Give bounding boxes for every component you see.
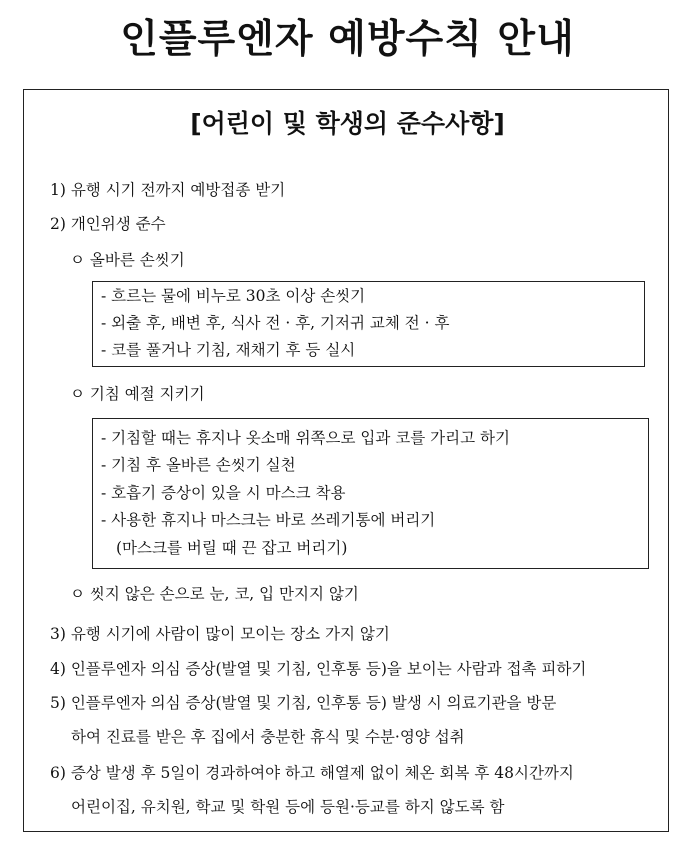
cough-line: (마스크를 버릴 때 끈 잡고 버리기) bbox=[116, 539, 348, 557]
cough-line: - 기침 후 올바른 손씻기 실천 bbox=[101, 456, 296, 474]
cough-line: - 호흡기 증상이 있을 시 마스크 착용 bbox=[101, 484, 346, 502]
sub-rule-cough: ㅇ 기침 예절 지키기 bbox=[70, 385, 205, 403]
handwash-box bbox=[92, 281, 645, 367]
cough-box bbox=[92, 418, 649, 569]
rule-3: 3) 유행 시기에 사람이 많이 모이는 장소 가지 않기 bbox=[50, 625, 390, 643]
sub-rule-handwash: ㅇ 올바른 손씻기 bbox=[70, 251, 185, 269]
rule-4: 4) 인플루엔자 의심 증상(발열 및 기침, 인후통 등)을 보이는 사람과 접촉 피하기 bbox=[50, 660, 587, 678]
handwash-line: - 코를 풀거나 기침, 재채기 후 등 실시 bbox=[101, 341, 356, 359]
rule-6-line-2: 어린이집, 유치원, 학교 및 학원 등에 등원·등교를 하지 않도록 함 bbox=[71, 798, 505, 816]
rule-1: 1) 유행 시기 전까지 예방접종 받기 bbox=[50, 181, 286, 199]
cough-line: - 사용한 휴지나 마스크는 바로 쓰레기통에 버리기 bbox=[101, 511, 436, 529]
rule-5-line-1: 5) 인플루엔자 의심 증상(발열 및 기침, 인후통 등) 발생 시 의료기관을 방문 bbox=[50, 694, 557, 712]
rule-2: 2) 개인위생 준수 bbox=[50, 215, 166, 233]
handwash-line: - 흐르는 물에 비누로 30초 이상 손씻기 bbox=[101, 287, 366, 305]
rule-6-line-1: 6) 증상 발생 후 5일이 경과하여야 하고 해열제 없이 체온 회복 후 48시간까지 bbox=[50, 764, 574, 782]
handwash-line: - 외출 후, 배변 후, 식사 전 · 후, 기저귀 교체 전 · 후 bbox=[101, 314, 450, 332]
section-subtitle: [어린이 및 학생의 준수사항] bbox=[190, 109, 505, 138]
sub-rule-no-touch: ㅇ 씻지 않은 손으로 눈, 코, 입 만지지 않기 bbox=[70, 585, 359, 603]
cough-line: - 기침할 때는 휴지나 옷소매 위쪽으로 입과 코를 가리고 하기 bbox=[101, 429, 510, 447]
rule-5-line-2: 하여 진료를 받은 후 집에서 충분한 휴식 및 수분·영양 섭취 bbox=[71, 728, 465, 746]
page-title: 인플루엔자 예방수칙 안내 bbox=[120, 17, 575, 62]
